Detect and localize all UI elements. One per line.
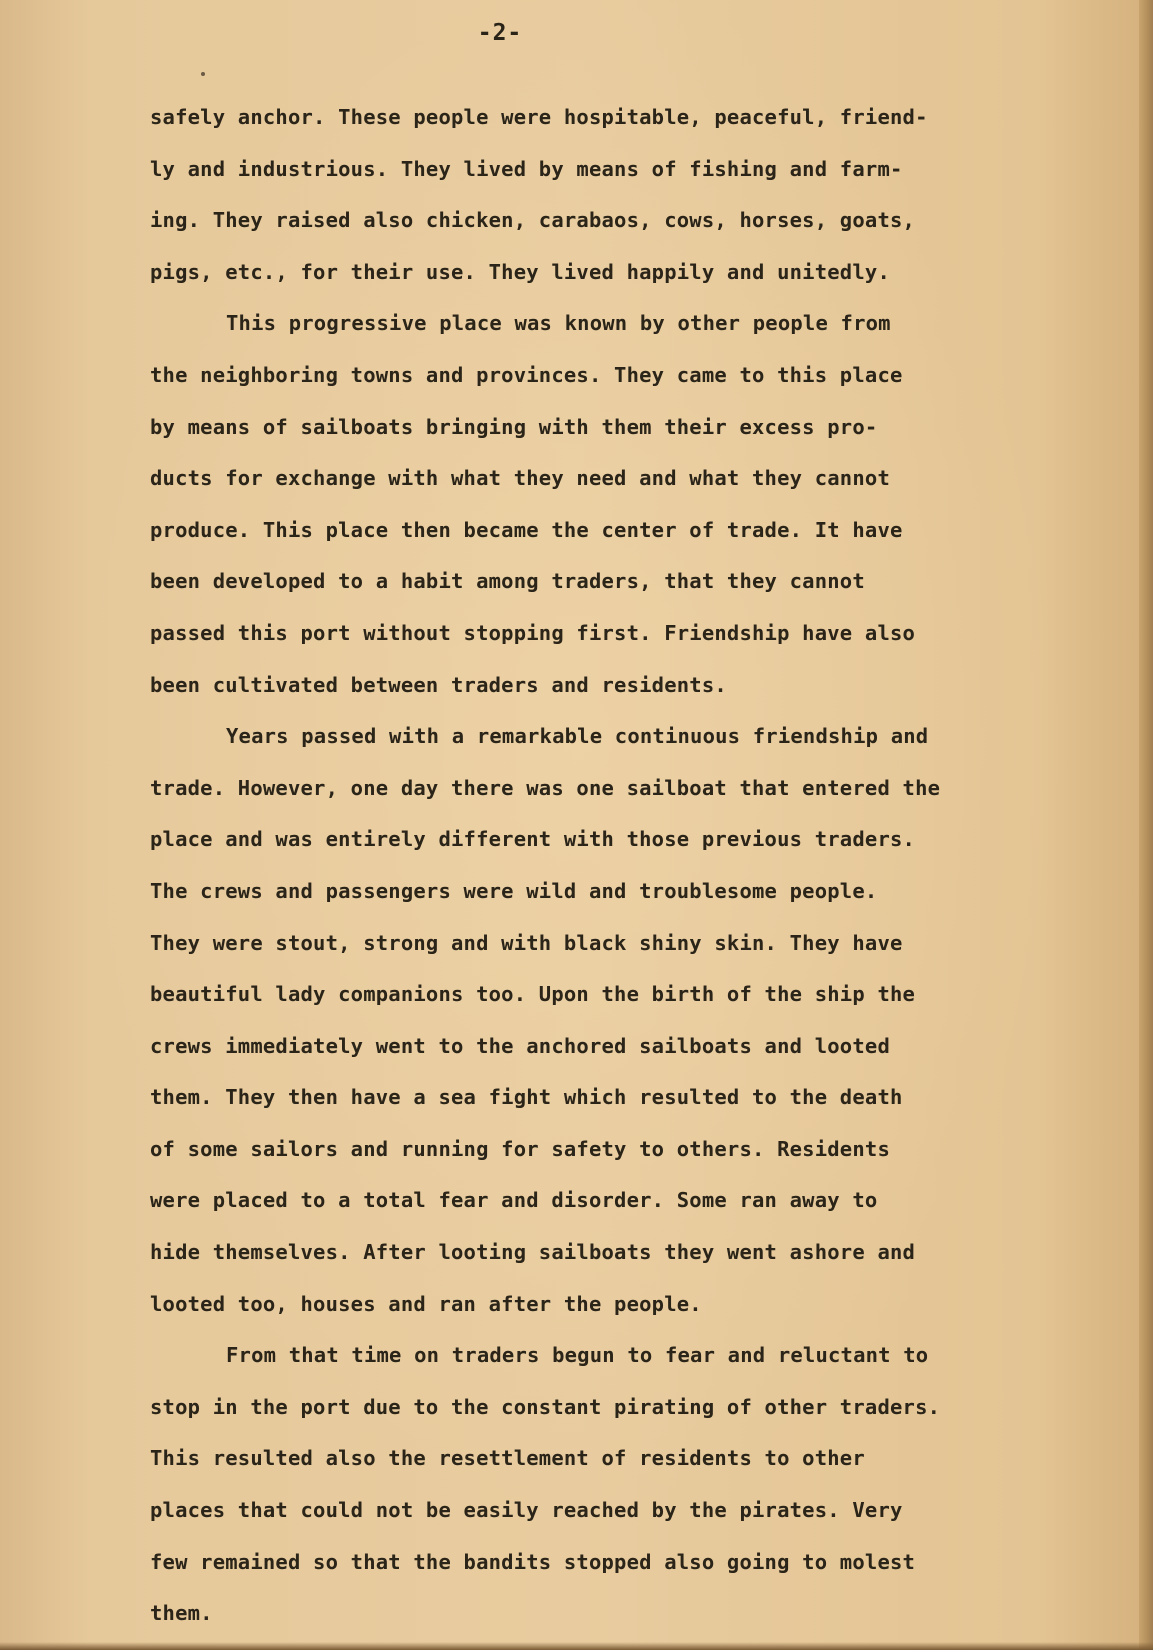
text-line: ing. They raised also chicken, carabaos, cows, horses, goats, bbox=[150, 208, 916, 233]
text-line: pigs, etc., for their use. They lived happily and unitedly. bbox=[150, 259, 890, 284]
text-line: passed this port without stopping first. Friendship have also bbox=[150, 620, 916, 645]
text-line: place and was entirely different with those previous traders. bbox=[150, 827, 916, 852]
page-bottom-shadow bbox=[0, 1642, 1153, 1650]
text-line: looted too, houses and ran after the people. bbox=[150, 1291, 702, 1316]
text-line: beautiful lady companions too. Upon the birth of the ship the bbox=[150, 982, 916, 1007]
text-line: The crews and passengers were wild and troublesome people. bbox=[150, 878, 878, 903]
text-line: They were stout, strong and with black shiny skin. They have bbox=[150, 930, 903, 955]
body-text bbox=[150, 92, 1125, 1640]
text-line: ly and industrious. They lived by means of fishing and farm- bbox=[150, 156, 903, 181]
text-line: ducts for exchange with what they need and what they cannot bbox=[150, 466, 890, 491]
paragraph-start-line: This progressive place was known by other people from bbox=[226, 311, 891, 336]
text-line: were placed to a total fear and disorder. Some ran away to bbox=[150, 1188, 878, 1213]
text-line: been cultivated between traders and residents. bbox=[150, 672, 727, 697]
page-edge-shadow bbox=[1139, 0, 1153, 1650]
text-line: trade. However, one day there was one sailboat that entered the bbox=[150, 775, 941, 800]
text-line: safely anchor. These people were hospitable, peaceful, friend- bbox=[150, 105, 928, 129]
text-line: by means of sailboats bringing with them their excess pro- bbox=[150, 414, 878, 439]
text-line: them. bbox=[150, 1601, 213, 1626]
text-line: few remained so that the bandits stopped also going to molest bbox=[150, 1549, 916, 1574]
text-line: stop in the port due to the constant pirating of other traders. bbox=[150, 1394, 941, 1419]
page-number: -2- bbox=[477, 20, 523, 46]
paragraph-start-line: Years passed with a remarkable continuous friendship and bbox=[226, 724, 929, 749]
paragraph-start-line: From that time on traders begun to fear and reluctant to bbox=[226, 1343, 929, 1368]
text-line: hide themselves. After looting sailboats they went ashore and bbox=[150, 1240, 916, 1265]
ink-speck bbox=[201, 72, 205, 76]
text-line: This resulted also the resettlement of residents to other bbox=[150, 1446, 865, 1471]
text-line: of some sailors and running for safety to others. Residents bbox=[150, 1136, 890, 1161]
text-line: crews immediately went to the anchored sailboats and looted bbox=[150, 1033, 890, 1058]
text-line: them. They then have a sea fight which resulted to the death bbox=[150, 1085, 903, 1110]
text-line: been developed to a habit among traders, that they cannot bbox=[150, 569, 865, 594]
text-line: the neighboring towns and provinces. They came to this place bbox=[150, 362, 903, 387]
text-line: produce. This place then became the center of trade. It have bbox=[150, 517, 903, 542]
text-line: places that could not be easily reached by the pirates. Very bbox=[150, 1498, 903, 1523]
